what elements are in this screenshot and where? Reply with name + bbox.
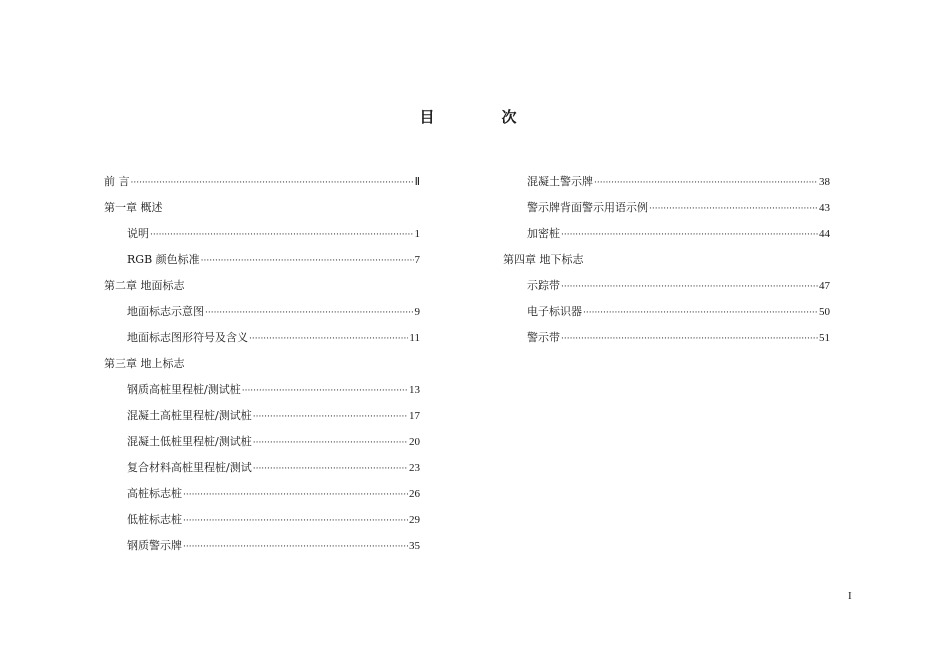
toc-entry-title: 高桩标志桩	[127, 487, 182, 500]
toc-entry[interactable]	[527, 328, 830, 348]
toc-leader-dots	[253, 459, 408, 478]
toc-leader-dots	[205, 303, 414, 322]
toc-leader-dots	[183, 537, 408, 556]
toc-chapter-heading: 第四章 地下标志	[503, 253, 584, 266]
toc-entry[interactable]	[527, 198, 830, 218]
toc-leader-dots	[253, 407, 408, 426]
toc-leader-dots	[249, 329, 408, 348]
toc-entry[interactable]	[127, 302, 420, 322]
toc-leader-dots	[649, 199, 818, 218]
toc-entry[interactable]	[127, 380, 420, 400]
toc-entry[interactable]	[127, 224, 420, 244]
toc-chapter-heading: 第二章 地面标志	[104, 279, 185, 292]
toc-entry[interactable]	[127, 406, 420, 426]
toc-entry-page: 13	[409, 384, 420, 396]
toc-entry[interactable]	[127, 328, 420, 348]
toc-entry-title: 混凝土高桩里程桩/测试桩	[127, 409, 252, 422]
toc-leader-dots	[242, 381, 408, 400]
toc-entry[interactable]	[527, 224, 830, 244]
toc-entry-page: 26	[409, 488, 420, 500]
page-number: I	[848, 590, 852, 602]
toc-entry[interactable]	[527, 276, 830, 296]
toc-chapter-heading: 第一章 概述	[104, 201, 163, 214]
toc-entry-page: 17	[409, 410, 420, 422]
toc-entry[interactable]	[127, 458, 420, 478]
toc-entry-title: RGB 颜色标准	[127, 253, 200, 266]
toc-entry[interactable]	[127, 510, 420, 530]
toc-entry[interactable]	[127, 432, 420, 452]
toc-entry-title: 警示带	[527, 331, 560, 344]
toc-entry-title: 电子标识器	[527, 305, 582, 318]
toc-entry-page: 20	[409, 436, 420, 448]
toc-leader-dots	[583, 303, 818, 322]
toc-chapter-heading: 第三章 地上标志	[104, 357, 185, 370]
toc-title: 目 次	[419, 108, 543, 126]
toc-entry-page: 35	[409, 540, 420, 552]
toc-entry-title: 示踪带	[527, 279, 560, 292]
toc-entry-title: 说明	[127, 227, 149, 240]
toc-entry-page: 9	[414, 306, 420, 318]
toc-leader-dots	[594, 173, 818, 192]
toc-leader-dots	[201, 251, 414, 270]
toc-entry-title: 混凝土低桩里程桩/测试桩	[127, 435, 252, 448]
toc-entry-title: 低桩标志桩	[127, 513, 182, 526]
toc-leader-dots	[150, 225, 414, 244]
toc-entry-page: Ⅱ	[414, 176, 420, 188]
toc-entry-title: 钢质高桩里程桩/测试桩	[127, 383, 241, 396]
toc-leader-dots	[131, 173, 414, 192]
toc-entry-page: 47	[819, 280, 830, 292]
toc-leader-dots	[561, 329, 818, 348]
toc-leader-dots	[561, 277, 818, 296]
toc-leader-dots	[183, 485, 408, 504]
toc-leader-dots	[253, 433, 408, 452]
toc-entry-title: 警示牌背面警示用语示例	[527, 201, 648, 214]
toc-entry-page: 29	[409, 514, 420, 526]
toc-entry-title: 地面标志图形符号及含义	[127, 331, 248, 344]
toc-entry[interactable]	[527, 172, 830, 192]
toc-entry-title: 前 言	[104, 175, 130, 188]
toc-entry-page: 38	[819, 176, 830, 188]
toc-entry-page: 23	[409, 462, 420, 474]
toc-entry-page: 50	[819, 306, 830, 318]
toc-entry-page: 1	[414, 228, 420, 240]
toc-entry-title: 加密桩	[527, 227, 560, 240]
toc-entry-title: 钢质警示牌	[127, 539, 182, 552]
toc-entry[interactable]	[527, 302, 830, 322]
toc-entry-title: 混凝土警示牌	[527, 175, 593, 188]
toc-entry[interactable]	[127, 536, 420, 556]
toc-entry[interactable]	[127, 484, 420, 504]
toc-entry[interactable]	[104, 172, 420, 192]
toc-entry-page: 11	[409, 332, 420, 344]
toc-leader-dots	[183, 511, 408, 530]
toc-entry-page: 7	[414, 254, 420, 266]
toc-entry-title: 地面标志示意图	[127, 305, 204, 318]
toc-entry-title: 复合材料高桩里程桩/测试	[127, 461, 252, 474]
toc-leader-dots	[561, 225, 818, 244]
toc-entry-page: 51	[819, 332, 830, 344]
toc-entry-page: 44	[819, 228, 830, 240]
toc-entry[interactable]	[127, 250, 420, 270]
toc-entry-page: 43	[819, 202, 830, 214]
